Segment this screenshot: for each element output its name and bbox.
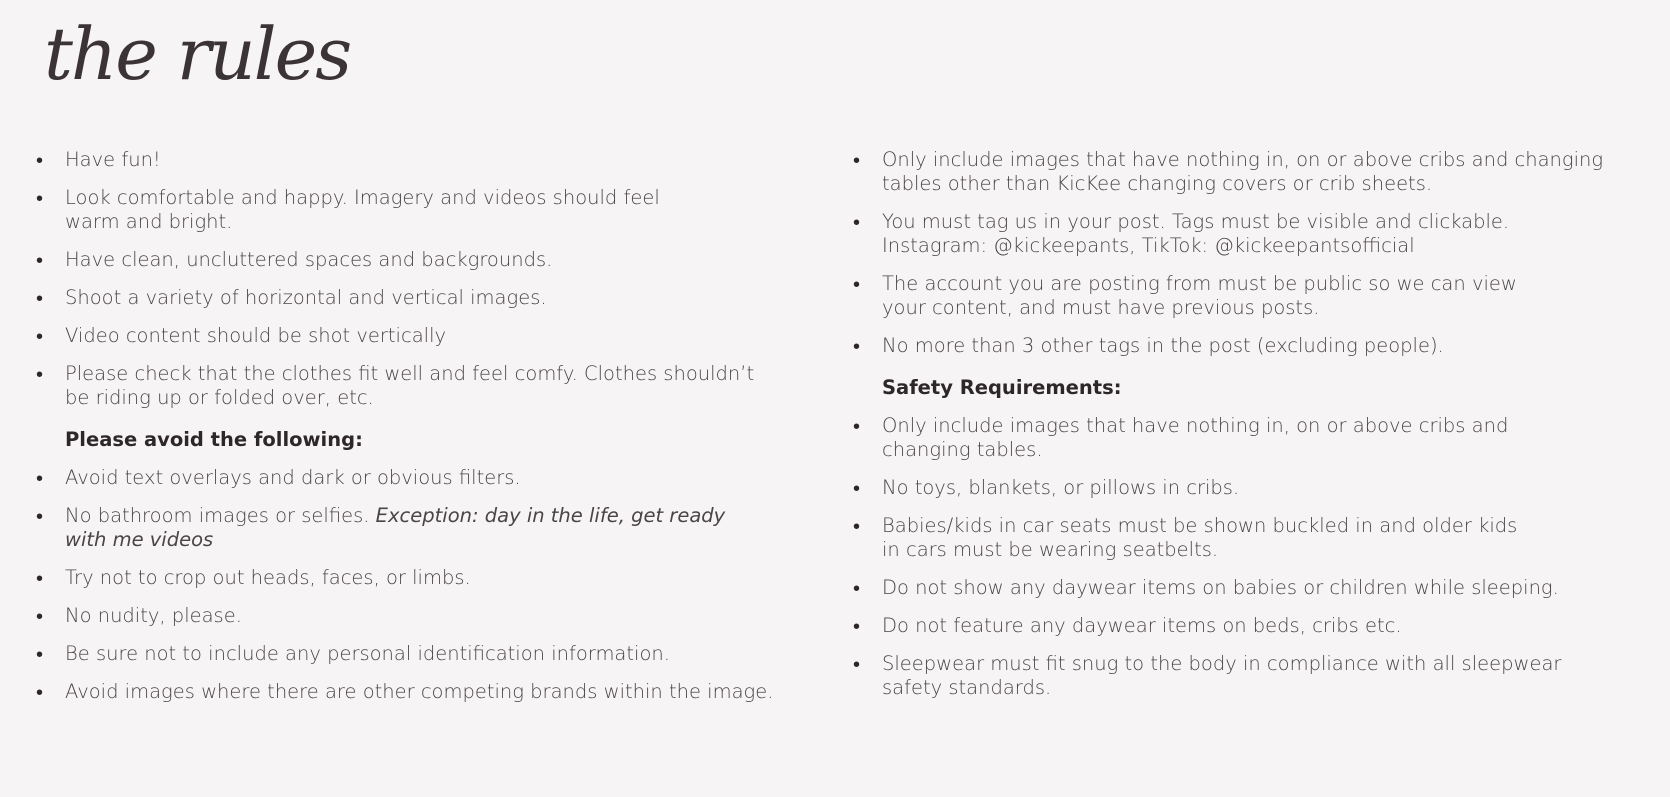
rule-text: Do not show any daywear items on babies or children while sleeping. xyxy=(882,576,1559,599)
general-rules-list xyxy=(36,148,776,410)
bullet-icon: • xyxy=(36,642,44,666)
rule-item xyxy=(853,476,1633,500)
rule-text: Babies/kids in car seats must be shown buckled in and older kids in cars must be wearing seatbelts. xyxy=(882,514,1518,561)
rule-item xyxy=(853,576,1633,600)
rule-item xyxy=(853,514,1633,562)
bullet-icon: • xyxy=(36,286,44,310)
bullet-icon: • xyxy=(36,566,44,590)
rule-text: Only include images that have nothing in, on or above cribs and changing tables. xyxy=(882,414,1509,461)
rule-text: Avoid images where there are other competing brands within the image. xyxy=(65,680,774,703)
rule-text: Have fun! xyxy=(65,148,161,171)
rule-text: Have clean, uncluttered spaces and backgrounds. xyxy=(65,248,553,271)
bullet-icon: • xyxy=(853,148,861,172)
left-column xyxy=(36,148,776,718)
rule-item xyxy=(853,148,1633,196)
rule-item xyxy=(853,414,1633,462)
safety-heading: Safety Requirements: xyxy=(882,376,1122,399)
rule-item xyxy=(36,286,776,310)
rule-text: The account you are posting from must be public so we can view your content, and must have previous posts. xyxy=(882,272,1517,319)
bullet-icon: • xyxy=(853,514,861,538)
bullet-icon: • xyxy=(36,324,44,348)
bullet-icon: • xyxy=(36,362,44,386)
bullet-icon: • xyxy=(36,148,44,172)
rule-text: Shoot a variety of horizontal and vertical images. xyxy=(65,286,547,309)
rule-item xyxy=(853,272,1633,320)
rule-item xyxy=(36,466,776,490)
bullet-icon: • xyxy=(853,614,861,638)
bullet-icon: • xyxy=(853,210,861,234)
safety-rules-list xyxy=(853,414,1633,700)
bullet-icon: • xyxy=(853,334,861,358)
rule-item xyxy=(36,248,776,272)
rule-text: No more than 3 other tags in the post (excluding people). xyxy=(882,334,1444,357)
rule-item xyxy=(36,680,776,704)
avoid-heading: Please avoid the following: xyxy=(65,428,363,451)
bullet-icon: • xyxy=(853,476,861,500)
rule-item xyxy=(36,504,776,552)
rule-text: Only include images that have nothing in, on or above cribs and changing tables other than KicKee changing covers or crib sheets. xyxy=(882,148,1604,195)
page-title: the rules xyxy=(44,12,351,96)
rule-item xyxy=(36,642,776,666)
rule-text: Video content should be shot vertically xyxy=(65,324,447,347)
rule-text: No nudity, please. xyxy=(65,604,242,627)
rule-item xyxy=(853,334,1633,358)
rule-text: No bathroom images or selfies. xyxy=(65,504,376,527)
rule-item xyxy=(36,362,776,410)
rule-item xyxy=(853,614,1633,638)
right-column xyxy=(853,148,1633,714)
rule-item xyxy=(853,210,1633,258)
bullet-icon: • xyxy=(853,272,861,296)
rule-item xyxy=(36,566,776,590)
rule-text: Avoid text overlays and dark or obvious filters. xyxy=(65,466,521,489)
bullet-icon: • xyxy=(853,576,861,600)
rule-text: Sleepwear must fit snug to the body in compliance with all sleepwear safety standards. xyxy=(882,652,1562,699)
rule-text: You must tag us in your post. Tags must be visible and clickable. Instagram: @kickeepants, TikTok: @kickeepantsofficial xyxy=(882,210,1510,257)
rule-text: Be sure not to include any personal identification information. xyxy=(65,642,670,665)
rule-text: Do not feature any daywear items on beds, cribs etc. xyxy=(882,614,1402,637)
rule-item xyxy=(36,324,776,348)
rule-item xyxy=(36,186,776,234)
emphasis-text: Exception: day in the life, get ready xyxy=(375,504,726,527)
bullet-icon: • xyxy=(36,466,44,490)
bullet-icon: • xyxy=(853,414,861,438)
bullet-icon: • xyxy=(36,186,44,210)
emphasis-text: with me videos xyxy=(65,528,214,551)
avoid-rules-list xyxy=(36,466,776,704)
bullet-icon: • xyxy=(36,504,44,528)
bullet-icon: • xyxy=(36,248,44,272)
rule-text: Look comfortable and happy. Imagery and videos should feel warm and bright. xyxy=(65,186,660,233)
rule-text: Please check that the clothes fit well and feel comfy. Clothes shouldn’t be riding up or folded over, etc. xyxy=(65,362,755,409)
bullet-icon: • xyxy=(36,604,44,628)
posting-rules-list xyxy=(853,148,1633,358)
rule-item xyxy=(36,148,776,172)
bullet-icon: • xyxy=(36,680,44,704)
bullet-icon: • xyxy=(853,652,861,676)
rule-item xyxy=(853,652,1633,700)
rule-text: No toys, blankets, or pillows in cribs. xyxy=(882,476,1240,499)
rule-item xyxy=(36,604,776,628)
rule-text: Try not to crop out heads, faces, or limbs. xyxy=(65,566,471,589)
